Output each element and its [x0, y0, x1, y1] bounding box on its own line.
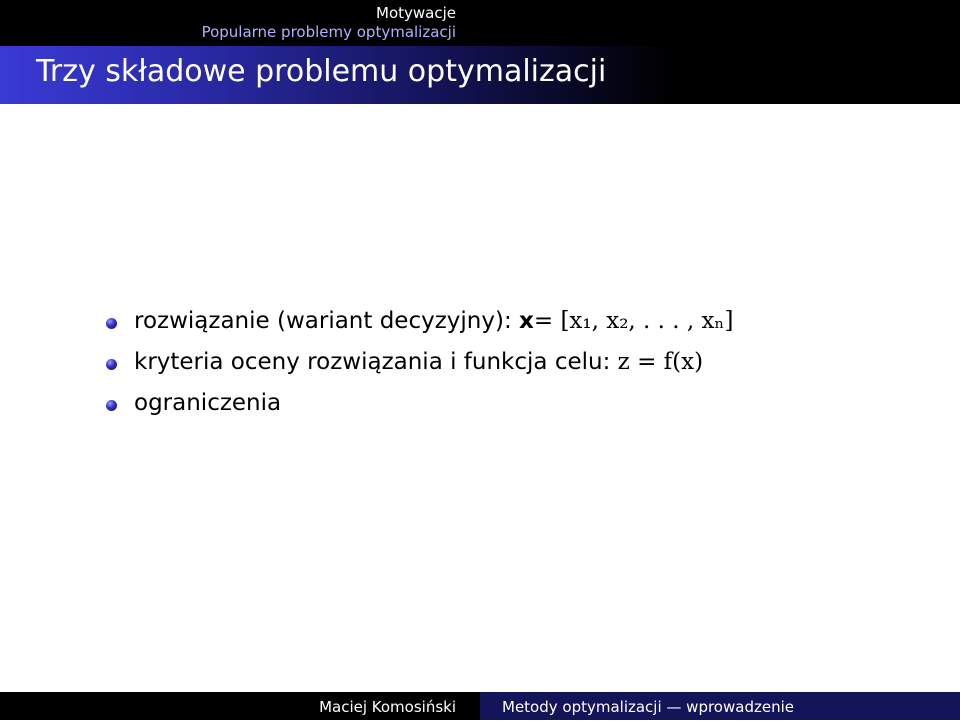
item-label: ograniczenia — [134, 390, 282, 416]
footer-bar — [0, 692, 960, 720]
nav-section[interactable]: Motywacje — [376, 4, 456, 22]
header-bar — [0, 0, 960, 46]
bullet-icon — [106, 400, 117, 411]
list-item — [106, 386, 926, 427]
nav-subsection[interactable]: Popularne problemy optymalizacji — [201, 23, 456, 41]
item-text — [134, 308, 733, 334]
footer-title: Metody optymalizacji — wprowadzenie — [502, 698, 794, 716]
bullet-icon — [106, 318, 117, 329]
header-nav — [0, 0, 480, 46]
math-expression: z = f(x) — [617, 349, 704, 375]
frame-title: Trzy składowe problemu optymalizacji — [36, 54, 607, 89]
frame-title-bar — [0, 46, 960, 104]
footer-author: Maciej Komosiński — [319, 698, 456, 716]
item-label: kryteria oceny rozwiązania i funkcja celu: — [134, 349, 618, 375]
footer-title-box — [480, 692, 960, 720]
math-vector: x — [519, 308, 534, 334]
list-item — [106, 345, 926, 386]
list-item — [106, 304, 926, 345]
bullet-list — [106, 304, 926, 427]
item-label: rozwiązanie (wariant decyzyjny): — [134, 308, 520, 334]
item-text — [134, 349, 703, 375]
math-expression — [519, 308, 733, 334]
math-rest: = [x₁, x₂, . . . , xₙ] — [533, 308, 734, 334]
bullet-icon — [106, 359, 117, 370]
footer-author-box — [0, 692, 480, 720]
